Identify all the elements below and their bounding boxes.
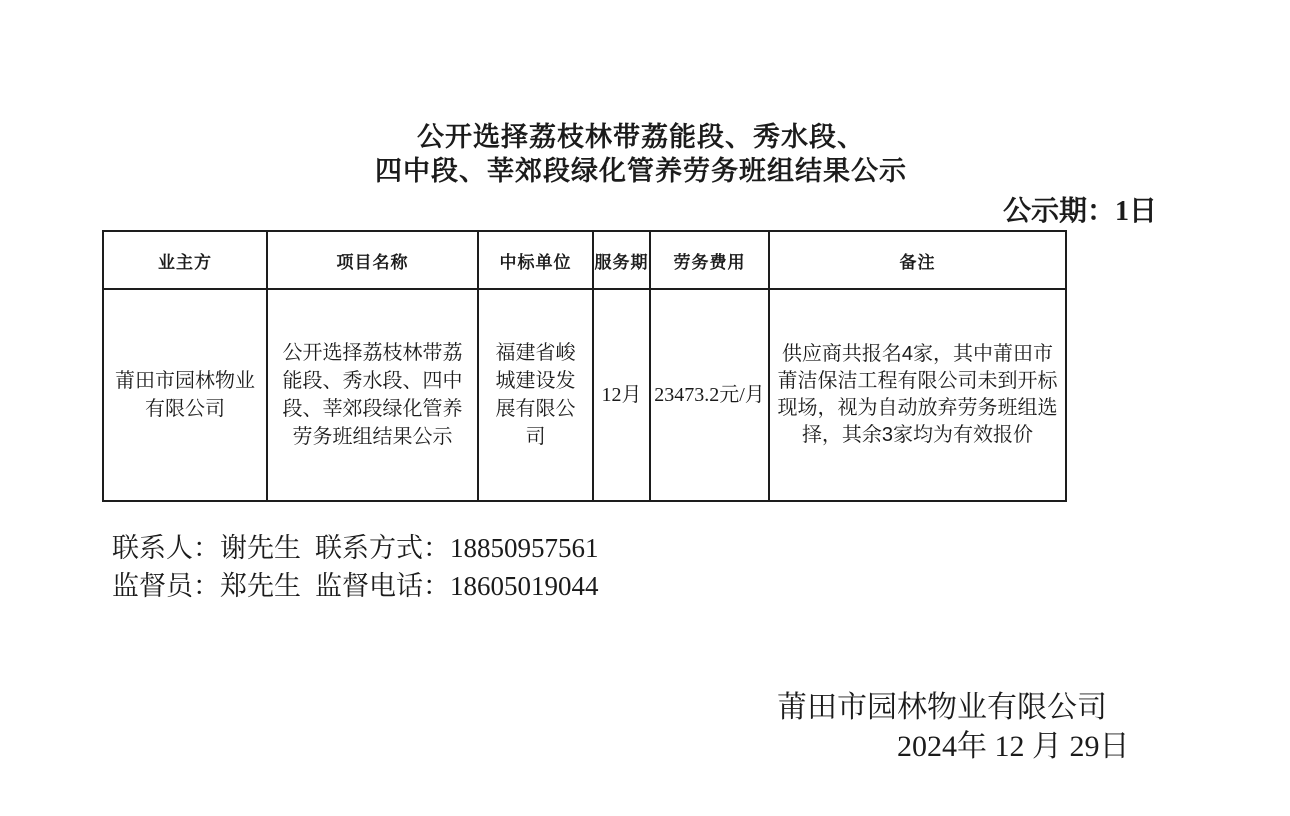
publicity-period-value: 1日 xyxy=(1115,196,1158,227)
signature-date: 2024年 12 月 29日 xyxy=(897,730,1130,763)
supervisor-phone-number: 18605019044 xyxy=(450,571,599,601)
contact-line-supervisor xyxy=(112,567,599,605)
supervisor-label: 监督员： xyxy=(112,571,220,601)
contact-line-primary xyxy=(112,529,599,567)
cell-project-name: 公开选择荔枝林带荔能段、秀水段、四中段、莘郊段绿化管养劳务班组结果公示 xyxy=(267,289,478,501)
header-cell-service-period: 服务期 xyxy=(593,231,650,289)
document-title xyxy=(0,120,1282,188)
cell-owner: 莆田市园林物业有限公司 xyxy=(103,289,267,501)
contact-method-label: 联系方式： xyxy=(315,533,450,563)
cell-remarks: 供应商共报名4家，其中莆田市莆洁保洁工程有限公司未到开标现场，视为自动放弃劳务班组选择，其余3家均为有效报价 xyxy=(769,289,1066,501)
result-table xyxy=(102,230,1067,502)
cell-labor-fee: 23473.2元/月 xyxy=(650,289,769,501)
contact-info xyxy=(112,529,599,605)
header-cell-labor-fee: 劳务费用 xyxy=(650,231,769,289)
header-cell-winning-bidder: 中标单位 xyxy=(478,231,593,289)
contact-person-label: 联系人： xyxy=(112,533,220,563)
header-cell-project-name: 项目名称 xyxy=(267,231,478,289)
publicity-period-label: 公示期： xyxy=(1003,195,1116,226)
supervisor-name: 郑先生 xyxy=(220,571,301,601)
publicity-period xyxy=(1003,189,1157,229)
supervisor-phone-label: 监督电话： xyxy=(315,571,450,601)
cell-winning-bidder: 福建省峻城建设发展有限公司 xyxy=(478,289,593,501)
header-cell-remarks: 备注 xyxy=(769,231,1066,289)
cell-service-period: 12月 xyxy=(593,289,650,501)
title-line-1: 公开选择荔枝林带荔能段、秀水段、 xyxy=(417,122,865,152)
table-header-row xyxy=(103,231,1066,289)
contact-person-name: 谢先生 xyxy=(220,533,301,563)
contact-phone-number: 18850957561 xyxy=(450,533,599,563)
signature-company: 莆田市园林物业有限公司 xyxy=(777,691,1107,724)
table-row xyxy=(103,289,1066,501)
title-line-2: 四中段、莘郊段绿化管养劳务班组结果公示 xyxy=(375,156,907,186)
header-cell-owner: 业主方 xyxy=(103,231,267,289)
